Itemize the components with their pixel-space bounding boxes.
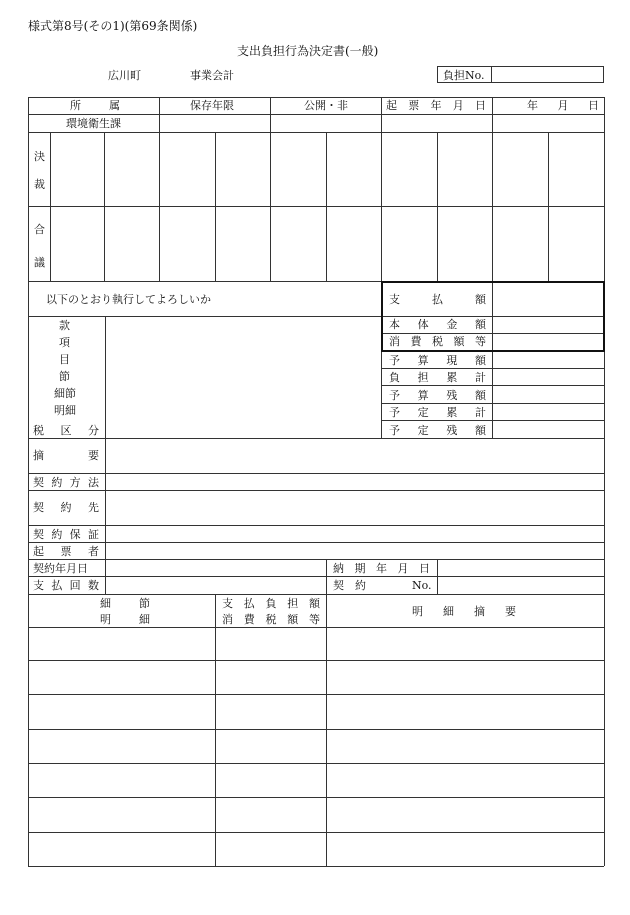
budget-remaining-label: 予 算 残 額 [389, 389, 486, 402]
budget-item-kan: 款 [59, 319, 70, 332]
detail-col1-line2: 明 細 [100, 613, 150, 626]
rule-line [326, 559, 327, 594]
rule-line [270, 132, 271, 281]
retention-label: 保存年限 [190, 99, 234, 112]
dept-value: 環境衛生課 [66, 117, 121, 130]
approval-label-1: 決 [34, 150, 45, 163]
consumption-tax-label: 消 費 税 額 等 [389, 335, 486, 348]
draft-date-label: 起 票 年 月 日 [386, 99, 486, 112]
date-label: 年 月 日 [527, 99, 599, 112]
tax-category-label: 税 区 分 [33, 424, 99, 437]
contract-date-label: 契約年月日 [33, 562, 88, 575]
burden-no-field[interactable] [492, 67, 603, 82]
rule-line [28, 438, 604, 439]
drafter-field[interactable] [106, 543, 603, 559]
rule-line [50, 132, 51, 281]
consumption-tax-field[interactable] [493, 334, 602, 350]
detail-col1-line1: 細 節 [100, 597, 150, 610]
rule-line [28, 866, 604, 867]
consult-label-1: 合 [34, 223, 45, 236]
contract-method-field[interactable] [106, 474, 603, 490]
contract-no-label-2: No. [412, 579, 432, 592]
rule-line [215, 594, 216, 866]
rule-line [28, 763, 604, 764]
rule-line [381, 97, 382, 132]
rule-line [28, 132, 604, 133]
rule-line [28, 97, 29, 866]
rule-line [326, 132, 327, 281]
dept-label: 所 属 [70, 99, 120, 112]
detail-col3-header: 明 細 摘 要 [412, 605, 516, 618]
rule-line [159, 132, 160, 281]
rule-line [28, 576, 604, 577]
rule-line [326, 594, 327, 866]
town-name: 広川町 [108, 69, 141, 82]
execute-statement: 以下のとおり執行してよろしいか [46, 293, 211, 306]
budget-item-meisai: 明細 [54, 404, 76, 417]
budget-current-label: 予 算 現 額 [389, 354, 486, 367]
rule-line [215, 132, 216, 281]
rule-line [548, 132, 549, 281]
planned-remaining-label: 予 定 残 額 [389, 424, 486, 437]
rule-line [28, 627, 604, 628]
rule-line [28, 694, 604, 695]
budget-item-setsu: 節 [59, 370, 70, 383]
rule-line [28, 729, 604, 730]
detail-col2-line2: 消 費 税 額 等 [222, 613, 320, 626]
contract-method-label: 契 約 方 法 [33, 476, 99, 489]
rule-line [604, 97, 605, 866]
burden-no-label: 負担No. [443, 69, 485, 82]
budget-item-saisetsu: 細節 [54, 387, 76, 400]
rule-line [28, 832, 604, 833]
account-name: 事業会計 [190, 69, 234, 82]
budget-item-moku: 目 [59, 353, 70, 366]
contract-guarantee-label: 契 約 保 証 [33, 528, 99, 541]
disclosure-label: 公開・非 [304, 99, 348, 112]
contractor-field[interactable] [106, 491, 603, 524]
rule-line [28, 206, 604, 207]
payment-count-label: 支 払 回 数 [33, 579, 99, 592]
payment-amount-field[interactable] [493, 283, 602, 315]
form-number: 様式第8号(その1)(第69条関係) [28, 19, 198, 33]
delivery-date-label: 納 期 年 月 日 [333, 562, 430, 575]
summary-field[interactable] [106, 440, 603, 473]
contract-guarantee-field[interactable] [106, 526, 603, 542]
rule-line [28, 797, 604, 798]
budget-item-kou: 項 [59, 336, 70, 349]
drafter-label: 起 票 者 [33, 545, 99, 558]
principal-amount-field[interactable] [493, 317, 602, 333]
detail-col2-line1: 支 払 負 担 額 [222, 597, 320, 610]
rule-line [437, 132, 438, 281]
rule-line [28, 594, 604, 595]
principal-label: 本 体 金 額 [389, 318, 486, 331]
rule-line [381, 132, 382, 281]
contractor-label: 契 約 先 [33, 501, 99, 514]
rule-line [159, 97, 160, 132]
contract-no-label-1: 契 約 [333, 579, 366, 592]
burden-total-label: 負 担 累 計 [389, 371, 486, 384]
document-title: 支出負担行為決定書(一般) [237, 44, 379, 58]
rule-line [492, 97, 493, 132]
payment-label: 支 払 額 [389, 293, 486, 306]
rule-line [104, 132, 105, 281]
rule-line [492, 132, 493, 281]
approval-label-2: 裁 [34, 178, 45, 191]
consult-label-2: 議 [34, 256, 45, 269]
summary-label: 摘 要 [33, 449, 99, 462]
rule-line [28, 97, 604, 98]
rule-line [28, 660, 604, 661]
rule-line [437, 559, 438, 594]
rule-line [28, 559, 604, 560]
rule-line [28, 114, 604, 115]
planned-total-label: 予 定 累 計 [389, 406, 486, 419]
rule-line [270, 97, 271, 132]
